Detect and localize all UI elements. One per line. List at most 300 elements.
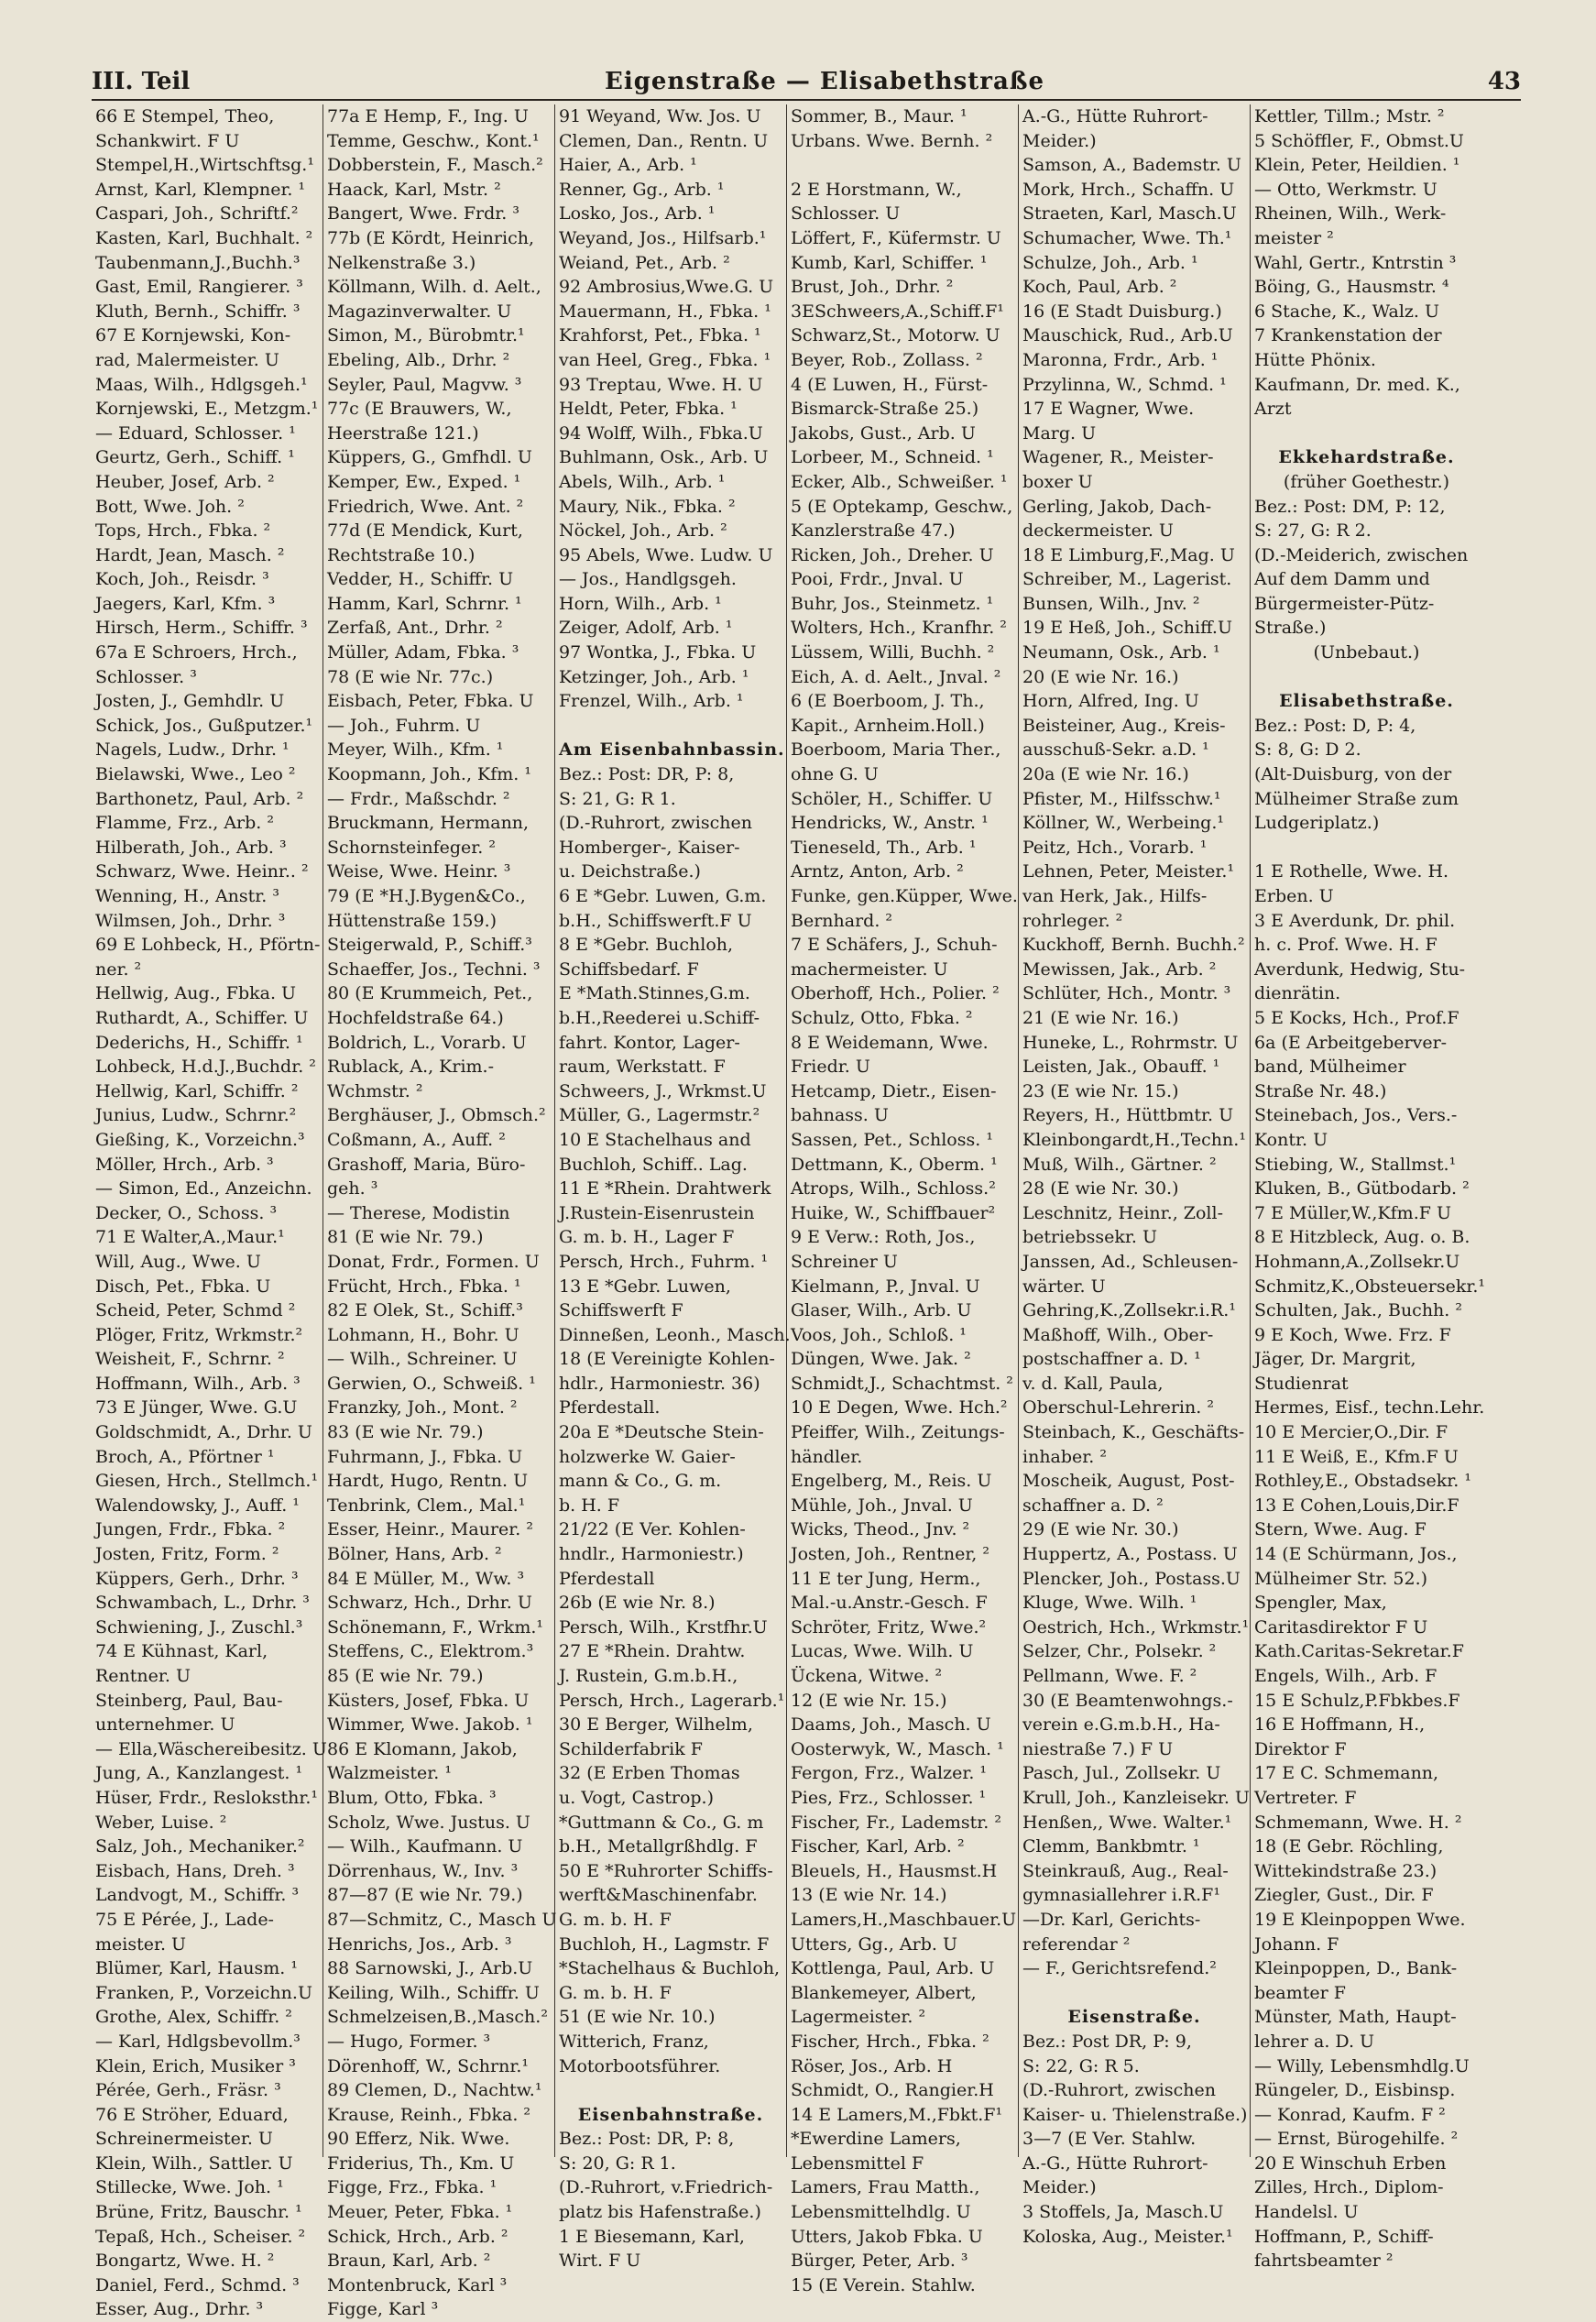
directory-entry-line [791,153,1014,178]
directory-entry-line: —Dr. Karl, Gerichts- [1022,1909,1201,1930]
directory-entry-line: Kielmann, P., Jnval. U [791,1276,980,1297]
directory-entry-line: Oosterwyk, W., Masch. ¹ [791,1738,1004,1759]
directory-entry-line: rohrleger. ² [1022,910,1123,931]
directory-entry-line: Schmemann, Wwe. H. ² [1254,1812,1462,1833]
directory-entry-line: Figge, Karl ³ [327,2299,439,2320]
directory-entry-line: 20a (E wie Nr. 16.) [1022,764,1189,785]
directory-entry-line: Schulze, Joh., Arb. ¹ [1022,252,1198,273]
directory-entry-line: 87—87 (E wie Nr. 79.) [327,1885,523,1906]
directory-entry-line: Esser, Aug., Drhr. ³ [95,2299,264,2320]
directory-entry-line: 85 (E wie Nr. 79.) [327,1666,484,1686]
directory-entry-line: Barthonetz, Paul, Arb. ² [95,788,304,809]
directory-entry-line: Müller, Adam, Fbka. ³ [327,642,519,663]
directory-entry-line: Leschnitz, Heinr., Zoll- [1022,1202,1223,1223]
directory-entry-line: Ebeling, Alb., Drhr. ² [327,349,510,370]
directory-entry-line: Schwarz,St., Motorw. U [791,325,1000,346]
directory-entry-line: 15 (E Verein. Stahlw. [791,2274,976,2295]
directory-entry-line: Donat, Frdr., Formen. U [327,1251,540,1272]
directory-entry-line: — F., Gerichtsrefend.² [1022,1958,1217,1979]
directory-entry-line: Mühle, Joh., Jnval. U [791,1495,973,1516]
directory-entry-line: Löffert, F., Küfermstr. U [791,227,1001,248]
directory-entry-line: Voos, Joh., Schloß. ¹ [791,1324,967,1345]
directory-entry-line: Weise, Wwe. Heinr. ³ [327,861,511,882]
directory-entry-line: 11 E Weiß, E., Kfm.F U [1254,1446,1459,1467]
directory-entry-line: Buhlmann, Osk., Arb. U [559,447,769,468]
directory-entry-line: Bez.: Post: DM, P: 12, [1254,496,1446,517]
directory-entry-line: 78 (E wie Nr. 77c.) [327,666,494,687]
directory-entry-line: Müller, G., Lagermstr.² [559,1105,760,1126]
directory-entry-line: Daams, Joh., Masch. U [791,1714,991,1736]
directory-entry-line: Schwarz, Wwe. Heinr.. ² [95,861,309,882]
directory-entry-line: 13 E *Gebr. Luwen, [559,1276,731,1297]
directory-entry-line: 23 (E wie Nr. 15.) [1022,1080,1179,1101]
directory-entry-line: Giesen, Hrch., Stellmch.¹ [95,1471,319,1492]
directory-entry-line: Bürgermeister-Pütz- [1254,593,1435,614]
directory-entry-line: Möller, Hrch., Arb. ³ [95,1154,274,1175]
directory-entry-line: 84 E Müller, M., Ww. ³ [327,1568,525,1589]
directory-entry-line: Wolters, Hch., Kranfhr. ² [791,618,1007,639]
directory-entry-line: Pies, Frz., Schlosser. ¹ [791,1787,987,1808]
directory-entry-line: Tops, Hrch., Fbka. ² [95,520,271,542]
directory-entry-line: Seyler, Paul, Magvw. ³ [327,374,522,395]
directory-entry-line: Schlüter, Hch., Montr. ³ [1022,983,1231,1004]
directory-entry-line: 66 E Stempel, Theo, [95,106,275,126]
directory-entry-line: Grothe, Alex, Schiffr. ² [95,2007,292,2028]
directory-entry-line: Heldt, Peter, Fbka. ¹ [559,399,738,420]
directory-entry-line: Schmitz,K.,Obsteuersekr.¹ [1254,1276,1486,1297]
directory-entry-line: Samson, A., Bademstr. U [1022,155,1241,176]
directory-entry-line: Gehring,K.,Zollsekr.i.R.¹ [1022,1300,1236,1321]
directory-entry-line: Klein, Erich, Musiker ³ [95,2055,296,2076]
directory-entry-line: Haier, A., Arb. ¹ [559,155,697,176]
directory-entry-line: Bölner, Hans, Arb. ² [327,1544,502,1565]
directory-entry-line: Kornjewski, E., Metzgm.¹ [95,399,319,420]
directory-entry-line: 27 E *Rhein. Drahtw. [559,1641,746,1662]
directory-entry-line: Kaufmann, Dr. med. K., [1254,374,1460,395]
directory-entry-line: Hütte Phönix. [1254,349,1376,370]
directory-entry-line: Bleuels, H., Hausmst.H [791,1860,998,1881]
directory-entry-line: G. m. b. H., Lager F [559,1227,735,1248]
directory-entry-line: 67a E Schroers, Hrch., [95,642,298,663]
directory-entry-line: A.-G., Hütte Ruhrort- [1022,106,1208,126]
directory-entry-line: (D.-Meiderich, zwischen [1254,544,1469,565]
directory-entry-line: Dettmann, K., Oberm. ¹ [791,1154,998,1175]
directory-entry-line: Reyers, H., Hüttbmtr. U [1022,1105,1234,1126]
directory-entry-line: Friedr. U [791,1057,870,1078]
directory-entry-line: Tieneseld, Th., Arb. ¹ [791,837,977,858]
directory-entry-line: Fergon, Frz., Walzer. ¹ [791,1763,988,1784]
directory-entry-line: Rentner. U [95,1666,191,1686]
directory-entry-line: 17 E Wagner, Wwe. [1022,399,1195,420]
directory-entry-line: Koloska, Aug., Meister.¹ [1022,2226,1233,2247]
directory-entry-line: 29 (E wie Nr. 30.) [1022,1519,1179,1540]
directory-entry-line: Fischer, Hrch., Fbka. ² [791,2031,989,2052]
directory-entry-line: 87—Schmitz, C., Masch U [327,1909,557,1930]
directory-entry-line: Tepaß, Hch., Scheiser. ² [95,2226,306,2247]
directory-entry-line: Schwambach, L., Drhr. ³ [95,1593,310,1614]
directory-entry-line: betriebssekr. U [1022,1227,1157,1248]
directory-entry-line: Maas, Wilh., Hdlgsgeh.¹ [95,374,308,395]
directory-entry-line: Krause, Reinh., Fbka. ² [327,2104,531,2125]
directory-entry-line: Ziegler, Gust., Dir. F [1254,1885,1434,1906]
directory-entry-line: Bez.: Post: D, P: 4, [1254,715,1416,736]
directory-entry-line: Bongartz, Wwe. H. ² [95,2251,275,2272]
directory-entry-line: gymnasiallehrer i.R.F¹ [1022,1885,1220,1906]
directory-entry-line: S: 27, G: R 2. [1254,520,1372,542]
directory-entry-line: Schreiber, M., Lagerist. [1022,569,1232,590]
directory-entry-line: Schröter, Fritz, Wwe.² [791,1616,987,1637]
directory-entry-line: Dörrenhaus, W., Inv. ³ [327,1860,519,1881]
directory-entry-line: Küppers, Gerh., Drhr. ³ [95,1568,299,1589]
directory-entry-line: 92 Ambrosius,Wwe.G. U [559,277,774,298]
directory-entry-line: Frücht, Hrch., Fbka. ¹ [327,1276,521,1297]
directory-entry-line: Lorbeer, M., Schneid. ¹ [791,447,994,468]
directory-entry-line: Mauschick, Rud., Arb.U [1022,325,1233,346]
directory-entry-line: Janssen, Ad., Schleusen- [1022,1251,1239,1272]
directory-entry-line: 7 E Schäfers, J., Schuh- [791,935,998,956]
directory-entry-line: Hellwig, Aug., Fbka. U [95,983,297,1004]
directory-entry-line: 95 Abels, Wwe. Ludw. U [559,544,773,565]
directory-entry-line [1254,836,1479,860]
directory-entry-line: Pferdestall. [559,1397,661,1418]
page-number: 43 [1487,68,1521,95]
street-heading: Am Eisenbahnbassin. [559,739,785,761]
directory-entry-line: Bernhard. ² [791,910,893,931]
directory-entry-line: Engelberg, M., Reis. U [791,1471,992,1492]
directory-columns [92,104,1525,2320]
directory-entry-line: 7 Krankenstation der [1254,325,1442,346]
directory-entry-line: Steigerwald, P., Schiff.³ [327,935,532,956]
directory-entry-line: G. m. b. H. F [559,1982,672,2003]
directory-entry-line: Zilles, Hrch., Diplom- [1254,2177,1444,2198]
directory-entry-line: 28 (E wie Nr. 30.) [1022,1178,1179,1199]
street-heading: Ekkehardstraße. [1278,447,1455,468]
directory-entry-line: Krahforst, Pet., Fbka. ¹ [559,325,761,346]
directory-entry-line: Hüser, Frdr., Resloksthr.¹ [95,1787,319,1808]
directory-entry-line: Averdunk, Hedwig, Stu- [1254,958,1466,980]
directory-entry-line: ausschuß-Sekr. a.D. ¹ [1022,739,1209,761]
directory-entry-line: (D.-Ruhrort, zwischen [1022,2080,1216,2101]
directory-entry-line: Hüttenstraße 159.) [327,910,497,931]
directory-entry-line: Maßhoff, Wilh., Ober- [1022,1324,1214,1345]
directory-entry-line: Stern, Wwe. Aug. F [1254,1519,1427,1540]
directory-entry-line: — Willy, Lebensmhdlg.U [1254,2055,1470,2076]
directory-entry-line: — Ella,Wäschereibesitz. U [95,1738,327,1759]
directory-entry-line: Junius, Ludw., Schrnr.² [95,1105,297,1126]
directory-entry-line: boxer U [1022,471,1093,492]
directory-entry-line: Schulten, Jak., Buchh. ² [1254,1300,1462,1321]
directory-entry-line: 5 E Kocks, Hch., Prof.F [1254,1007,1459,1028]
directory-entry-line: 77b (E Kördt, Heinrich, [327,227,534,248]
directory-entry-line [559,2078,782,2103]
directory-entry-line: Haack, Karl, Mstr. ² [327,179,501,200]
directory-entry-line: Maury, Nik., Fbka. ² [559,496,736,517]
directory-entry-line: Zerfaß, Ant., Drhr. ² [327,618,503,639]
directory-entry-line: Kaiser- u. Thielenstraße.) [1022,2104,1248,2125]
directory-entry-line: 16 E Hoffmann, H., [1254,1714,1426,1736]
directory-entry-line: *Guttmann & Co., G. m [559,1812,764,1833]
directory-entry-line: Nelkenstraße 3.) [327,252,476,273]
directory-entry-line: Dörenhoff, W., Schrnr.¹ [327,2055,530,2076]
directory-entry-line: 21 (E wie Nr. 16.) [1022,1007,1179,1028]
directory-entry-line: 3ESchweers,A.,Schiff.F¹ [791,301,1004,322]
directory-entry-line: Koch, Paul, Arb. ² [1022,277,1177,298]
column-1 [92,104,327,2320]
directory-entry-line: 10 E Degen, Wwe. Hch.² [791,1397,1008,1418]
directory-entry-line: 81 (E wie Nr. 79.) [327,1227,484,1248]
directory-entry-line: — Simon, Ed., Anzeichn. [95,1178,312,1199]
directory-entry-line: Horn, Alfred, Ing. U [1022,691,1199,712]
directory-entry-line: Bez.: Post: DR, P: 8, [559,764,735,785]
directory-entry-line: Ketzinger, Joh., Arb. ¹ [559,666,749,687]
directory-entry-line: Dinneßen, Leonh., Masch. [559,1324,791,1345]
directory-entry-line: rad, Malermeister. U [95,349,279,370]
directory-entry-line: 8 E Weidemann, Wwe. [791,1032,989,1053]
directory-entry-line: Schiffsbedarf. F [559,958,699,980]
directory-entry-line: 74 E Kühnast, Karl, [95,1641,268,1662]
directory-entry-line: Clemm, Bankbmtr. ¹ [1022,1836,1200,1857]
directory-entry-line: 86 E Klomann, Jakob, [327,1738,518,1759]
directory-entry-line: 77d (E Mendick, Kurt, [327,520,523,542]
directory-entry-line: Bangert, Wwe. Frdr. ³ [327,203,519,225]
directory-entry-line: 2 E Horstmann, W., [791,179,962,200]
directory-entry-line: Hilberath, Joh., Arb. ³ [95,837,287,858]
column-4 [787,104,1019,2295]
directory-entry-line: 5 Schöffler, F., Obmst.U [1254,130,1464,151]
directory-entry-line: Hirsch, Herm., Schiffr. ³ [95,618,308,639]
directory-entry-line: Dobberstein, F., Masch.² [327,155,543,176]
directory-entry-line: Kontr. U [1254,1129,1328,1150]
directory-entry-line: Jäger, Dr. Margrit, [1254,1349,1416,1370]
directory-entry-line: Broch, A., Pförtner ¹ [95,1446,275,1467]
directory-entry-line: Mülheimer Str. 52.) [1254,1568,1428,1589]
directory-entry-line: Mewissen, Jak., Arb. ² [1022,958,1217,980]
directory-entry-line: Ricken, Joh., Dreher. U [791,544,994,565]
directory-entry-line: Gerwien, O., Schweiß. ¹ [327,1373,536,1394]
directory-entry-line: Schilderfabrik F [559,1738,703,1759]
directory-entry-line: Straße.) [1254,618,1327,639]
directory-entry-line: Böing, G., Hausmstr. ⁴ [1254,277,1449,298]
directory-entry-line: 14 (E Schürmann, Jos., [1254,1544,1458,1565]
directory-entry-line: Handelsl. U [1254,2202,1359,2223]
directory-entry-line: Rüngeler, D., Eisbinsp. [1254,2080,1456,2101]
directory-entry-line: Ecker, Alb., Schweißer. ¹ [791,471,1008,492]
directory-entry-line: Bürger, Peter, Arb. ³ [791,2251,968,2272]
directory-entry-line: Will, Aug., Wwe. U [95,1251,261,1272]
directory-entry-line: hndlr., Harmoniestr.) [559,1544,744,1565]
directory-entry-line: 17 E C. Schmemann, [1254,1763,1439,1784]
directory-entry-line: Pfister, M., Hilfsschw.¹ [1022,788,1221,809]
directory-entry-line: band, Mülheimer [1254,1057,1406,1078]
directory-entry-line: niestraße 7.) F U [1022,1738,1174,1759]
directory-entry-line: 18 (E Gebr. Röchling, [1254,1836,1444,1857]
directory-entry-line: Vedder, H., Schiffr. U [327,569,514,590]
directory-entry-line: machermeister. U [791,958,948,980]
directory-entry-line: Beyer, Rob., Zollass. ² [791,349,983,370]
directory-entry-line: 9 E Koch, Wwe. Frz. F [1254,1324,1451,1345]
directory-entry-line: S: 21, G: R 1. [559,788,676,809]
directory-entry-line: Henßen,, Wwe. Walter.¹ [1022,1812,1232,1833]
directory-entry-line: 94 Wolff, Wilh., Fbka.U [559,422,763,444]
directory-entry-line: Schlosser. U [791,203,901,225]
directory-entry-line: Pellmann, Wwe. F. ² [1022,1666,1197,1686]
directory-entry-line: Weyand, Jos., Hilfsarb.¹ [559,227,767,248]
directory-entry-line: 76 E Ströher, Eduard, [95,2104,289,2125]
directory-entry-line: Klein, Peter, Heildien. ¹ [1254,155,1460,176]
directory-entry-line: ner. ² [95,958,142,980]
directory-entry-line: Johann. F [1254,1933,1339,1955]
directory-entry-line: Peitz, Hch., Vorarb. ¹ [1022,837,1208,858]
directory-entry-line: Ückena, Witwe. ² [791,1666,943,1686]
directory-entry-line: Motorbootsführer. [559,2055,721,2076]
directory-entry-line: Erben. U [1254,886,1334,906]
directory-entry-line: Kleinpoppen, D., Bank- [1254,1958,1458,1979]
header-rule [92,99,1521,101]
directory-entry-line: Urbans. Wwe. Bernh. ² [791,130,993,151]
directory-entry-line: Lohbeck, H.d.J.,Buchdr. ² [95,1057,316,1078]
directory-entry-line: Hermes, Eisf., techn.Lehr. [1254,1397,1485,1418]
directory-entry-line: Hardt, Jean, Masch. ² [95,544,285,565]
directory-entry-line [1254,665,1479,690]
directory-entry-line: Heuber, Josef, Arb. ² [95,471,275,492]
directory-entry-line: v. d. Kall, Paula, [1022,1373,1164,1394]
directory-entry-line: Meider.) [1022,130,1097,151]
directory-entry-line: (Unbebaut.) [1313,642,1420,663]
directory-entry-line: Walendowsky, J., Auff. ¹ [95,1495,300,1516]
directory-entry-line: Muß, Wilh., Gärtner. ² [1022,1154,1217,1175]
directory-entry-line: 88 Sarnowski, J., Arb.U [327,1958,533,1979]
directory-entry-line: Bielawski, Wwe., Leo ² [95,764,296,785]
directory-entry-line: Kasten, Karl, Buchhalt. ² [95,227,313,248]
directory-entry-line: Jakobs, Gust., Arb. U [791,422,976,444]
directory-entry-line: Zeiger, Adolf, Arb. ¹ [559,618,733,639]
directory-entry-line: Kluken, B., Gütbodarb. ² [1254,1178,1470,1199]
column-2 [323,104,557,2320]
directory-entry-line: Bunsen, Wilh., Jnv. ² [1022,593,1200,614]
directory-entry-line: — Karl, Hdlgsbevollm.³ [95,2031,301,2052]
directory-entry-line: 91 Weyand, Ww. Jos. U [559,106,761,126]
street-heading: Eisenstraße. [1067,2007,1201,2028]
directory-entry-line: Friedrich, Wwe. Ant. ² [327,496,524,517]
directory-entry-line: — Eduard, Schlosser. ¹ [95,422,296,444]
directory-entry-line: referendar ² [1022,1933,1131,1955]
directory-entry-line: Brüne, Fritz, Bauschr. ¹ [95,2202,302,2223]
directory-entry-line: Dederichs, H., Schiffr. ¹ [95,1032,303,1053]
directory-entry-line: 20 E Winschuh Erben [1254,2152,1447,2174]
directory-entry-line: 50 E *Ruhrorter Schiffs- [559,1860,773,1881]
directory-entry-line: Bez.: Post DR, P: 9, [1022,2031,1192,2052]
directory-entry-line: Weber, Luise. ² [95,1812,227,1833]
directory-entry-line: Przylinna, W., Schmd. ¹ [1022,374,1227,395]
directory-entry-line: b. H. F [559,1495,620,1516]
directory-entry-line: Caspari, Joh., Schriftf.² [95,203,299,225]
directory-entry-line: 8 E *Gebr. Buchloh, [559,935,734,956]
directory-entry-line: Sassen, Pet., Schloss. ¹ [791,1129,993,1150]
directory-entry-line: Pooi, Frdr., Jnval. U [791,569,964,590]
directory-entry-line: Witterich, Franz, [559,2031,709,2052]
directory-entry-line: van Heel, Greg., Fbka. ¹ [559,349,771,370]
directory-entry-line: Ludgeriplatz.) [1254,813,1380,834]
directory-entry-line [1022,1981,1246,2006]
directory-entry-line: Rothley,E., Obstadsekr. ¹ [1254,1471,1471,1492]
directory-entry-line: 6 E *Gebr. Luwen, G.m. [559,886,767,906]
directory-entry-line: Moscheik, August, Post- [1022,1471,1235,1492]
directory-entry-line: Stempel,H.,Wirtschftsg.¹ [95,155,314,176]
directory-entry-line: Kemper, Ew., Exped. ¹ [327,471,521,492]
directory-entry-line: 11 E ter Jung, Herm., [791,1568,981,1589]
directory-entry-line: Wchmstr. ² [327,1080,423,1101]
directory-entry-line: Plencker, Joh., Postass.U [1022,1568,1241,1589]
directory-entry-line: Weiand, Pet., Arb. ² [559,252,730,273]
directory-entry-line: G. m. b. H. F [559,1909,672,1930]
directory-entry-line: Wenning, H., Anstr. ³ [95,886,279,906]
directory-entry-line: Losko, Jos., Arb. ¹ [559,203,716,225]
directory-entry-line: Figge, Frz., Fbka. ¹ [327,2177,497,2198]
directory-entry-line: Wahl, Gertr., Kntrstin ³ [1254,252,1457,273]
directory-entry-line: unternehmer. U [95,1714,235,1736]
directory-entry-line: Hendricks, W., Anstr. ¹ [791,813,989,834]
directory-entry-line: Funke, gen.Küpper, Wwe. [791,886,1018,906]
directory-entry-line: 30 (E Beamtenwohngs.- [1022,1690,1233,1711]
directory-entry-line: Oberschul-Lehrerin. ² [1022,1397,1214,1418]
directory-entry-line: Bruckmann, Hermann, [327,813,530,834]
directory-entry-line: Blümer, Karl, Hausm. ¹ [95,1958,298,1979]
directory-entry-line: Heerstraße 121.) [327,422,479,444]
directory-entry-line: Selzer, Chr., Polsekr. ² [1022,1641,1217,1662]
directory-entry-line: Caritasdirektor F U [1254,1616,1428,1637]
directory-entry-line: Lohmann, H., Bohr. U [327,1324,519,1345]
directory-entry-line: Steffens, C., Elektrom.³ [327,1641,534,1662]
directory-entry-line: Schiffswerft F [559,1300,683,1321]
directory-entry-line: händler. [791,1446,863,1467]
directory-entry-line: Küsters, Josef, Fbka. U [327,1690,530,1711]
directory-entry-line: — Ernst, Bürogehilfe. ² [1254,2129,1459,2150]
directory-entry-line: Taubenmann,J.,Buchh.³ [95,252,301,273]
directory-entry-line: Clemen, Dan., Rentn. U [559,130,769,151]
directory-entry-line: Studienrat [1254,1373,1349,1394]
directory-entry-line: 18 (E Vereinigte Kohlen- [559,1349,775,1370]
directory-entry-line: 13 (E wie Nr. 14.) [791,1885,947,1906]
directory-entry-line: Kath.Caritas-Sekretar.F [1254,1641,1464,1662]
directory-entry-line: S: 8, G: D 2. [1254,739,1361,761]
directory-entry-line: Fischer, Fr., Lademstr. ² [791,1812,1001,1833]
directory-entry-line: Köllmann, Wilh. d. Aelt., [327,277,541,298]
directory-entry-line: meister. U [95,1933,187,1955]
column-5 [1019,104,1251,2247]
directory-entry-line: dienrätin. [1254,983,1341,1004]
directory-entry-line: Steinbach, K., Geschäfts- [1022,1422,1245,1443]
directory-entry-line: Fischer, Karl, Arb. ² [791,1836,965,1857]
directory-entry-line: — Wilh., Kaufmann. U [327,1836,523,1857]
directory-entry-line: Engels, Wilh., Arb. F [1254,1666,1437,1686]
directory-entry-line: 11 E *Rhein. Drahtwerk [559,1178,771,1199]
directory-entry-line [1254,422,1479,446]
directory-entry-line: 69 E Lohbeck, H., Pförtn- [95,935,321,956]
directory-entry-line: Landvogt, M., Schiffr. ³ [95,1885,300,1906]
directory-entry-line: b.H., Schiffswerft.F U [559,910,752,931]
directory-entry-line: postschaffner a. D. ¹ [1022,1349,1201,1370]
directory-entry-line: Hardt, Hugo, Rentn. U [327,1471,529,1492]
directory-entry-line: Friderius, Th., Km. U [327,2152,515,2174]
directory-entry-line: 97 Wontka, J., Fbka. U [559,642,757,663]
directory-entry-line: Wittekindstraße 23.) [1254,1860,1437,1881]
directory-entry-line: Wilmsen, Joh., Drhr. ³ [95,910,286,931]
directory-entry-line: 13 E Cohen,Louis,Dir.F [1254,1495,1459,1516]
directory-entry-line: u. Deichstraße.) [559,861,701,882]
directory-entry-line: Bott, Wwe. Joh. ² [95,496,245,517]
directory-entry-line: Koch, Joh., Reisdr. ³ [95,569,269,590]
directory-entry-line: 26b (E wie Nr. 8.) [559,1593,716,1614]
